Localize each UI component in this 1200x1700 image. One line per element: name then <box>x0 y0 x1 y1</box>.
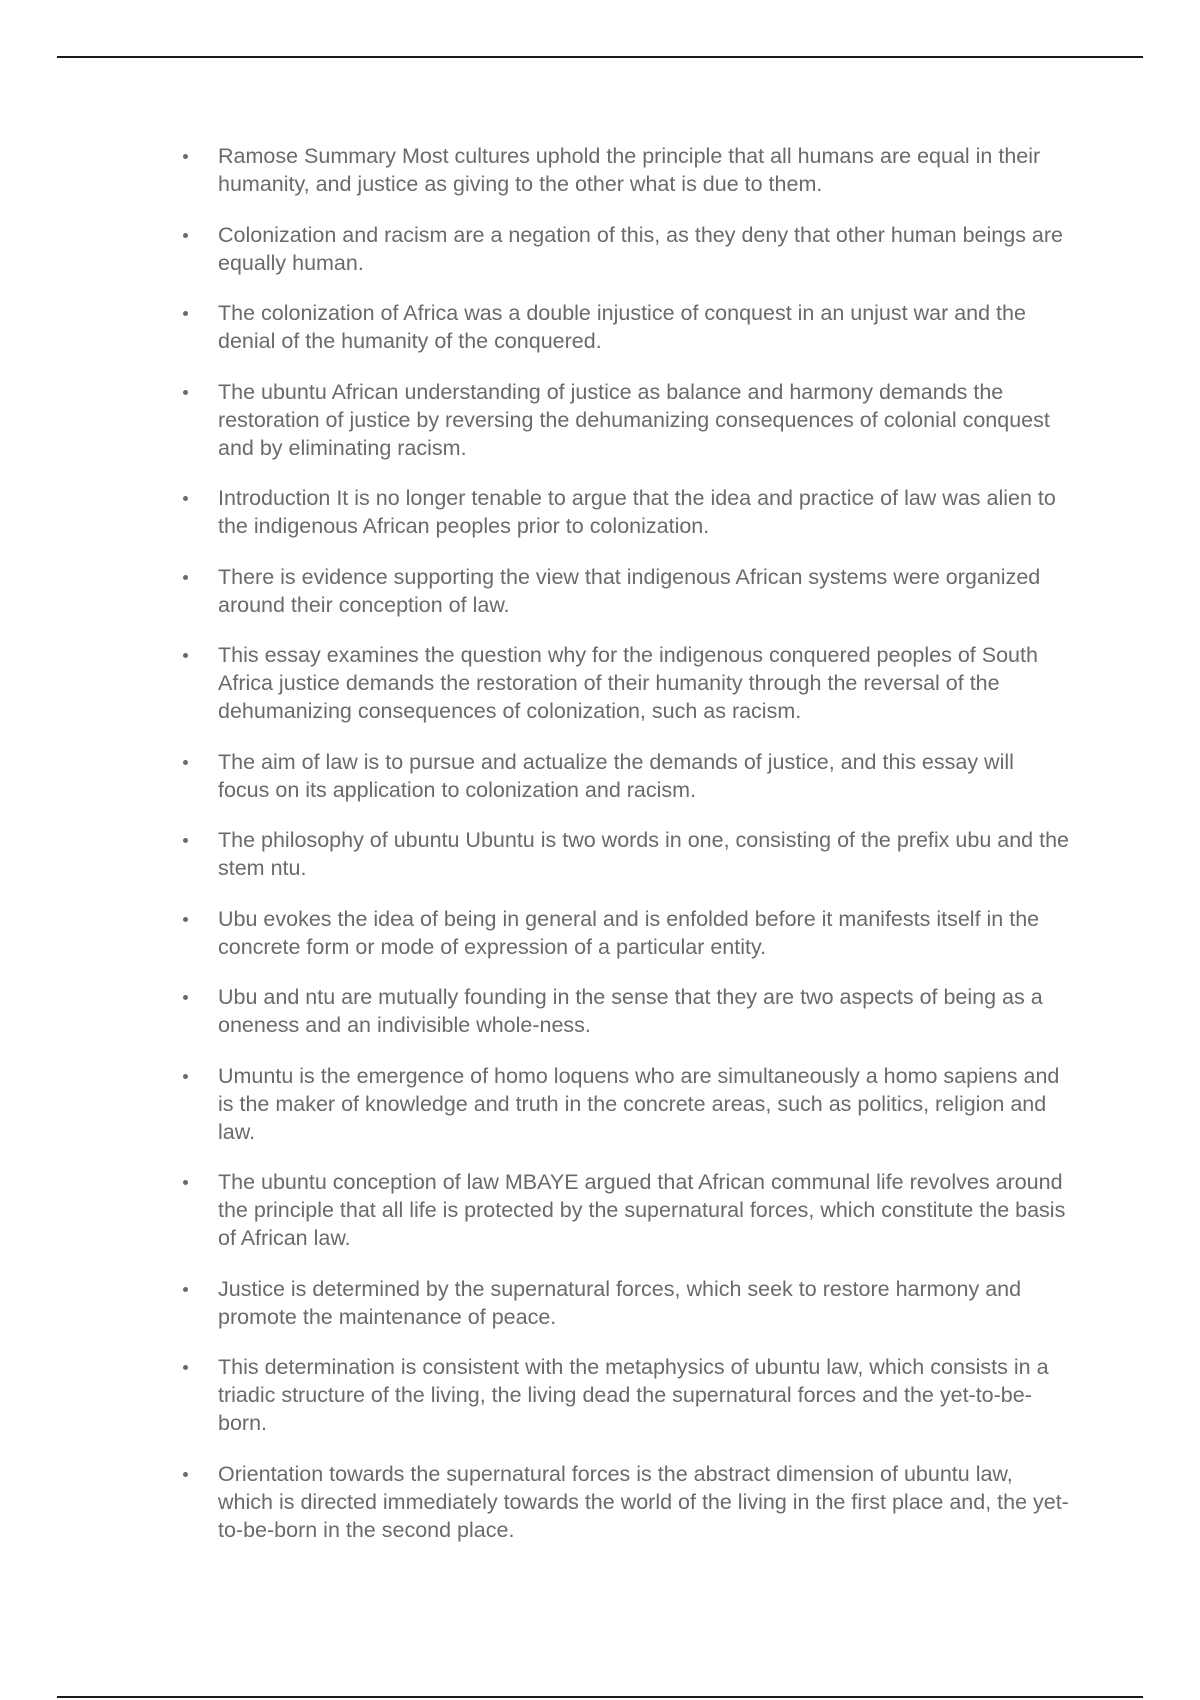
list-item-text: Justice is determined by the supernatural forces, which seek to restore harmony and promote the maintenance of peace. <box>218 1276 1022 1329</box>
list-item <box>180 1460 1070 1544</box>
bullet-icon <box>183 575 188 580</box>
list-item-text: The aim of law is to pursue and actualize the demands of justice, and this essay will focus on its application to colonization and racism. <box>218 749 1014 802</box>
document-body <box>180 142 1070 1566</box>
list-item <box>180 563 1070 619</box>
header-rule <box>57 56 1143 58</box>
bullet-icon <box>183 1287 188 1292</box>
list-item <box>180 905 1070 961</box>
list-item <box>180 1168 1070 1252</box>
footer-rule <box>57 1696 1143 1698</box>
list-item <box>180 748 1070 804</box>
list-item-text: Ubu and ntu are mutually founding in the sense that they are two aspects of being as a oneness and an indivisible whole-ness. <box>218 985 1043 1037</box>
bullet-icon <box>183 1180 188 1185</box>
list-item-text: Ubu evokes the idea of being in general and is enfolded before it manifests itself in the concrete form or mode of expression of a particular entity. <box>218 906 1040 959</box>
bullet-icon <box>183 838 188 843</box>
bullet-icon <box>183 995 188 1000</box>
list-item <box>180 983 1070 1039</box>
bullet-icon <box>183 760 188 765</box>
list-item-text: The ubuntu conception of law MBAYE argued that African communal life revolves around the principle that all life is protected by the supernatural forces, which constitute the basis of African law. <box>218 1170 1066 1250</box>
bullet-icon <box>183 311 188 316</box>
list-item-text: Introduction It is no longer tenable to argue that the idea and practice of law was alien to the indigenous African peoples prior to colonization. <box>218 486 1056 538</box>
bullet-icon <box>183 1472 188 1477</box>
list-item <box>180 826 1070 882</box>
list-item <box>180 1353 1070 1437</box>
list-item-text: Ramose Summary Most cultures uphold the principle that all humans are equal in their humanity, and justice as giving to the other what is due to them. <box>218 144 1041 196</box>
list-item <box>180 1275 1070 1331</box>
list-item-text: The ubuntu African understanding of justice as balance and harmony demands the restoration of justice by reversing the dehumanizing consequences of colonial conquest and by eliminating racism. <box>218 379 1050 460</box>
list-item <box>180 1062 1070 1146</box>
list-item-text: This essay examines the question why for the indigenous conquered peoples of South Africa justice demands the restoration of their humanity through the reversal of the dehumanizing consequences of colonization, such as racism. <box>218 643 1038 723</box>
bullet-icon <box>183 496 188 501</box>
list-item <box>180 221 1070 277</box>
bullet-icon <box>183 917 188 922</box>
bullet-icon <box>183 1365 188 1370</box>
list-item <box>180 299 1070 355</box>
list-item-text: The philosophy of ubuntu Ubuntu is two words in one, consisting of the prefix ubu and the stem ntu. <box>218 828 1069 880</box>
list-item-text: This determination is consistent with the metaphysics of ubuntu law, which consists in a triadic structure of the living, the living dead the supernatural forces and the yet-to-be-born. <box>218 1355 1049 1435</box>
list-item <box>180 641 1070 725</box>
bullet-icon <box>183 390 188 395</box>
list-item <box>180 142 1070 198</box>
list-item <box>180 484 1070 540</box>
bullet-list <box>180 142 1070 1544</box>
list-item-text: There is evidence supporting the view that indigenous African systems were organized around their conception of law. <box>218 564 1041 617</box>
list-item-text: The colonization of Africa was a double injustice of conquest in an unjust war and the denial of the humanity of the conquered. <box>218 301 1026 353</box>
bullet-icon <box>183 154 188 159</box>
bullet-icon <box>183 653 188 658</box>
list-item-text: Colonization and racism are a negation of this, as they deny that other human beings are equally human. <box>218 222 1063 275</box>
list-item-text: Umuntu is the emergence of homo loquens who are simultaneously a homo sapiens and is the maker of knowledge and truth in the concrete areas, such as politics, religion and law. <box>218 1063 1060 1144</box>
list-item <box>180 378 1070 462</box>
bullet-icon <box>183 1074 188 1079</box>
list-item-text: Orientation towards the supernatural forces is the abstract dimension of ubuntu law, which is directed immediately towards the world of the living in the first place and, the yet-to-be-born in the second place. <box>218 1461 1069 1542</box>
bullet-icon <box>183 233 188 238</box>
